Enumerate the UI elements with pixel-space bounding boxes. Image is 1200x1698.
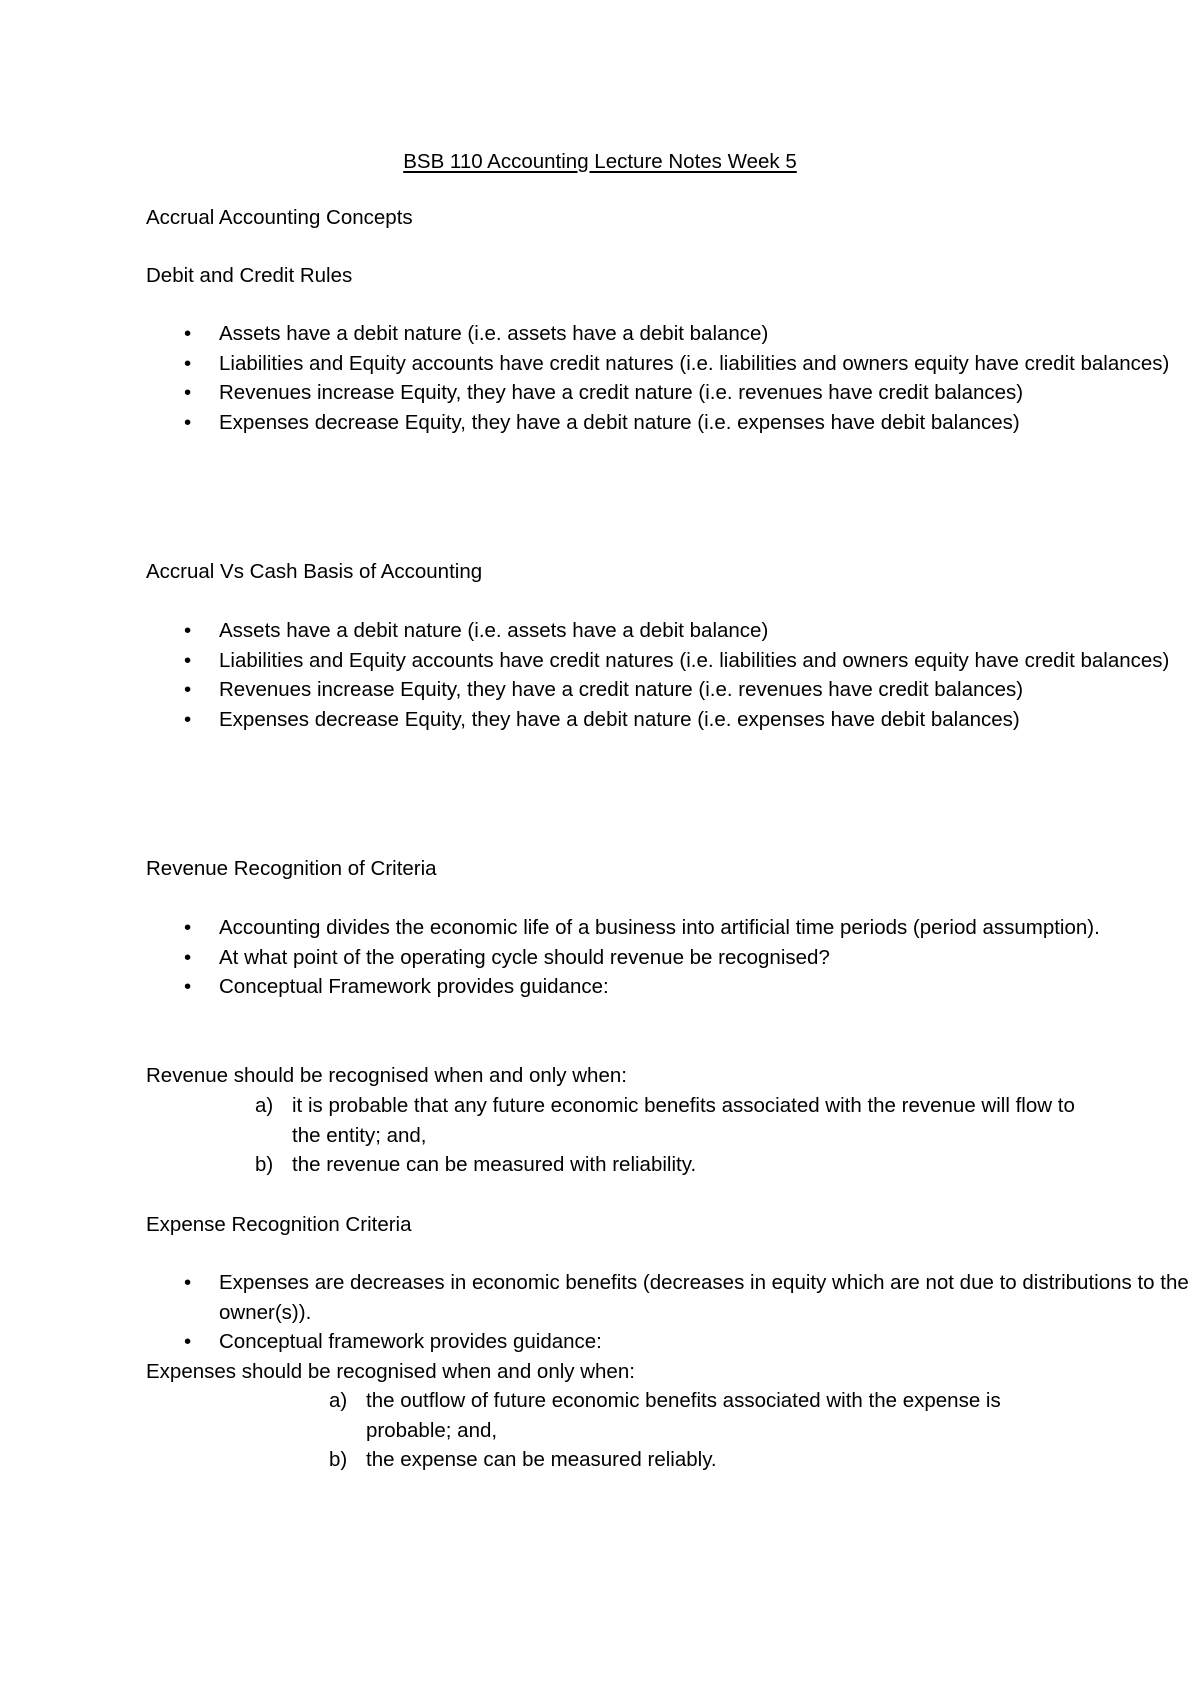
list-item: • Expenses decrease Equity, they have a debit nature (i.e. expenses have debit balances) <box>146 408 1199 438</box>
list-item: • At what point of the operating cycle should revenue be recognised? <box>146 943 1199 973</box>
bullet-list-expense-recognition <box>146 1268 1189 1357</box>
list-item: • Accounting divides the economic life of a business into artificial time periods (period assumption). <box>146 913 1199 943</box>
list-item: • Conceptual framework provides guidance: <box>146 1327 1199 1357</box>
expense-criteria-list <box>329 1386 1069 1475</box>
section-heading-expense-recognition: Expense Recognition Criteria <box>146 1213 412 1236</box>
list-item: • Assets have a debit nature (i.e. assets have a debit balance) <box>146 616 1199 646</box>
list-item: • Assets have a debit nature (i.e. assets have a debit balance) <box>146 319 1199 349</box>
list-item: • Revenues increase Equity, they have a credit nature (i.e. revenues have credit balances) <box>146 378 1199 408</box>
list-item: • Liabilities and Equity accounts have credit natures (i.e. liabilities and owners equity have credit balances) <box>146 349 1199 379</box>
bullet-icon: • <box>184 351 192 375</box>
bullet-icon: • <box>184 975 192 998</box>
revenue-criteria-intro: Revenue should be recognised when and only when: <box>146 1064 627 1087</box>
bullet-icon: • <box>184 945 192 969</box>
list-item: b) the expense can be measured reliably. <box>329 1445 1069 1475</box>
bullet-icon: • <box>184 381 192 404</box>
bullet-icon: • <box>184 648 192 672</box>
list-item: b) the revenue can be measured with reliability. <box>255 1150 1075 1180</box>
bullet-icon: • <box>184 619 192 642</box>
bullet-list-revenue-recognition <box>146 913 1100 1002</box>
list-item: a) it is probable that any future economic benefits associated with the revenue will flow to the entity; and, <box>255 1091 1075 1150</box>
bullet-icon: • <box>184 410 192 434</box>
list-item: • Expenses are decreases in economic benefits (decreases in equity which are not due to distributions to the owner(s)). <box>146 1268 1199 1327</box>
item-label: a) <box>255 1094 274 1117</box>
list-item: a) the outflow of future economic benefits associated with the expense is probable; and, <box>329 1386 1069 1445</box>
main-heading: Accrual Accounting Concepts <box>146 206 413 229</box>
list-item: • Conceptual Framework provides guidance: <box>146 972 1199 1002</box>
bullet-icon: • <box>184 322 192 345</box>
bullet-list-accrual-vs-cash <box>146 616 1170 734</box>
bullet-icon: • <box>184 678 192 701</box>
expense-criteria-intro: Expenses should be recognised when and only when: <box>146 1360 635 1383</box>
item-label: b) <box>255 1153 274 1176</box>
list-item: • Revenues increase Equity, they have a credit nature (i.e. revenues have credit balances) <box>146 675 1199 705</box>
item-label: b) <box>329 1448 348 1471</box>
section-heading-revenue-recognition: Revenue Recognition of Criteria <box>146 857 437 880</box>
page-title: BSB 110 Accounting Lecture Notes Week 5 <box>403 150 797 173</box>
item-label: a) <box>329 1389 348 1412</box>
bullet-list-debit-credit <box>146 319 1170 437</box>
bullet-icon: • <box>184 707 192 731</box>
bullet-icon: • <box>184 1330 192 1353</box>
section-heading-debit-credit: Debit and Credit Rules <box>146 264 353 287</box>
bullet-icon: • <box>184 1271 192 1294</box>
list-item: • Expenses decrease Equity, they have a debit nature (i.e. expenses have debit balances) <box>146 705 1199 735</box>
section-heading-accrual-vs-cash: Accrual Vs Cash Basis of Accounting <box>146 560 483 583</box>
list-item: • Liabilities and Equity accounts have credit natures (i.e. liabilities and owners equity have credit balances) <box>146 646 1199 676</box>
revenue-criteria-list <box>255 1091 1075 1180</box>
bullet-icon: • <box>184 916 192 939</box>
